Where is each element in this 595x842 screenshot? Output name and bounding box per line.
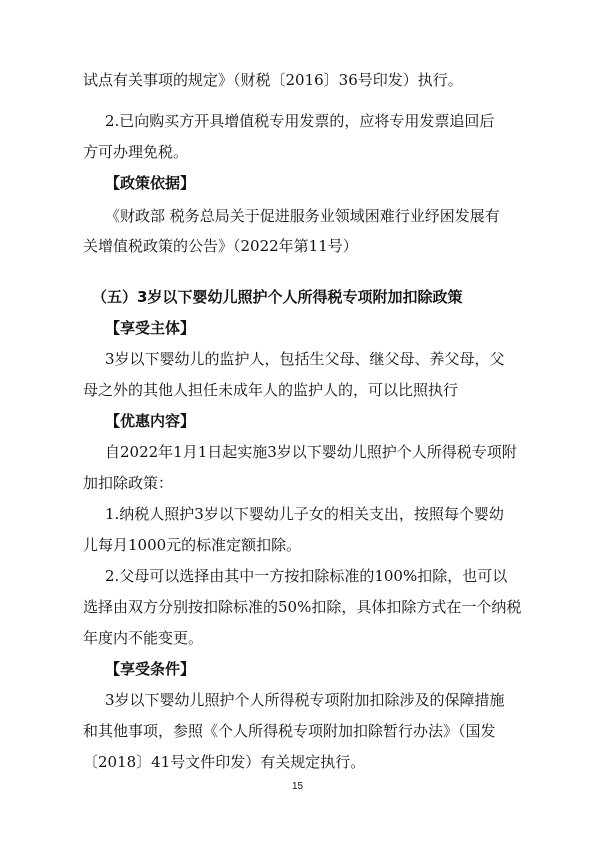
paragraph-line: 《财政部 税务总局关于促进服务业领域困难行业纾困发展有 (105, 207, 500, 225)
paragraph-line: 3岁以下婴幼儿照护个人所得税专项附加扣除涉及的保障措施 (105, 691, 505, 709)
subsection-title: （五）3岁以下婴幼儿照护个人所得税专项附加扣除政策 (92, 288, 463, 306)
paragraph-line: 2.已向购买方开具增值税专用发票的，应将专用发票追回后 (105, 112, 495, 130)
paragraph-line: 选择由双方分别按扣除标准的50%扣除，具体扣除方式在一个纳税 (83, 598, 522, 616)
paragraph-line: 2.父母可以选择由其中一方按扣除标准的100%扣除，也可以 (105, 567, 508, 585)
section-heading: 【享受条件】 (105, 660, 196, 678)
paragraph-line: 关增值税政策的公告》（2022年第11号） (83, 237, 358, 255)
paragraph-line: 儿每月1000元的标准定额扣除。 (83, 536, 302, 554)
page-number: 15 (291, 781, 304, 792)
paragraph-line: 1.纳税人照护3岁以下婴幼儿子女的相关支出，按照每个婴幼 (105, 505, 504, 523)
paragraph-line: 〔2018〕41号文件印发）有关规定执行。 (83, 753, 366, 771)
paragraph-line: 自2022年1月1日起实施3岁以下婴幼儿照护个人所得税专项附 (105, 443, 517, 461)
paragraph-line: 年度内不能变更。 (83, 629, 204, 647)
section-heading: 【政策依据】 (105, 174, 196, 192)
paragraph-line: 加扣除政策： (83, 474, 174, 492)
paragraph-line: 方可办理免税。 (83, 143, 189, 161)
section-heading: 【优惠内容】 (105, 412, 196, 430)
paragraph-line: 母之外的其他人担任未成年人的监护人的，可以比照执行 (83, 381, 459, 399)
section-heading: 【享受主体】 (105, 319, 196, 337)
paragraph-line: 和其他事项，参照《个人所得税专项附加扣除暂行办法》（国发 (83, 722, 496, 740)
paragraph-line: 3岁以下婴幼儿的监护人，包括生父母、继父母、养父母，父 (105, 350, 505, 368)
paragraph-line: 试点有关事项的规定》（财税〔2016〕36号印发）执行。 (83, 71, 463, 89)
